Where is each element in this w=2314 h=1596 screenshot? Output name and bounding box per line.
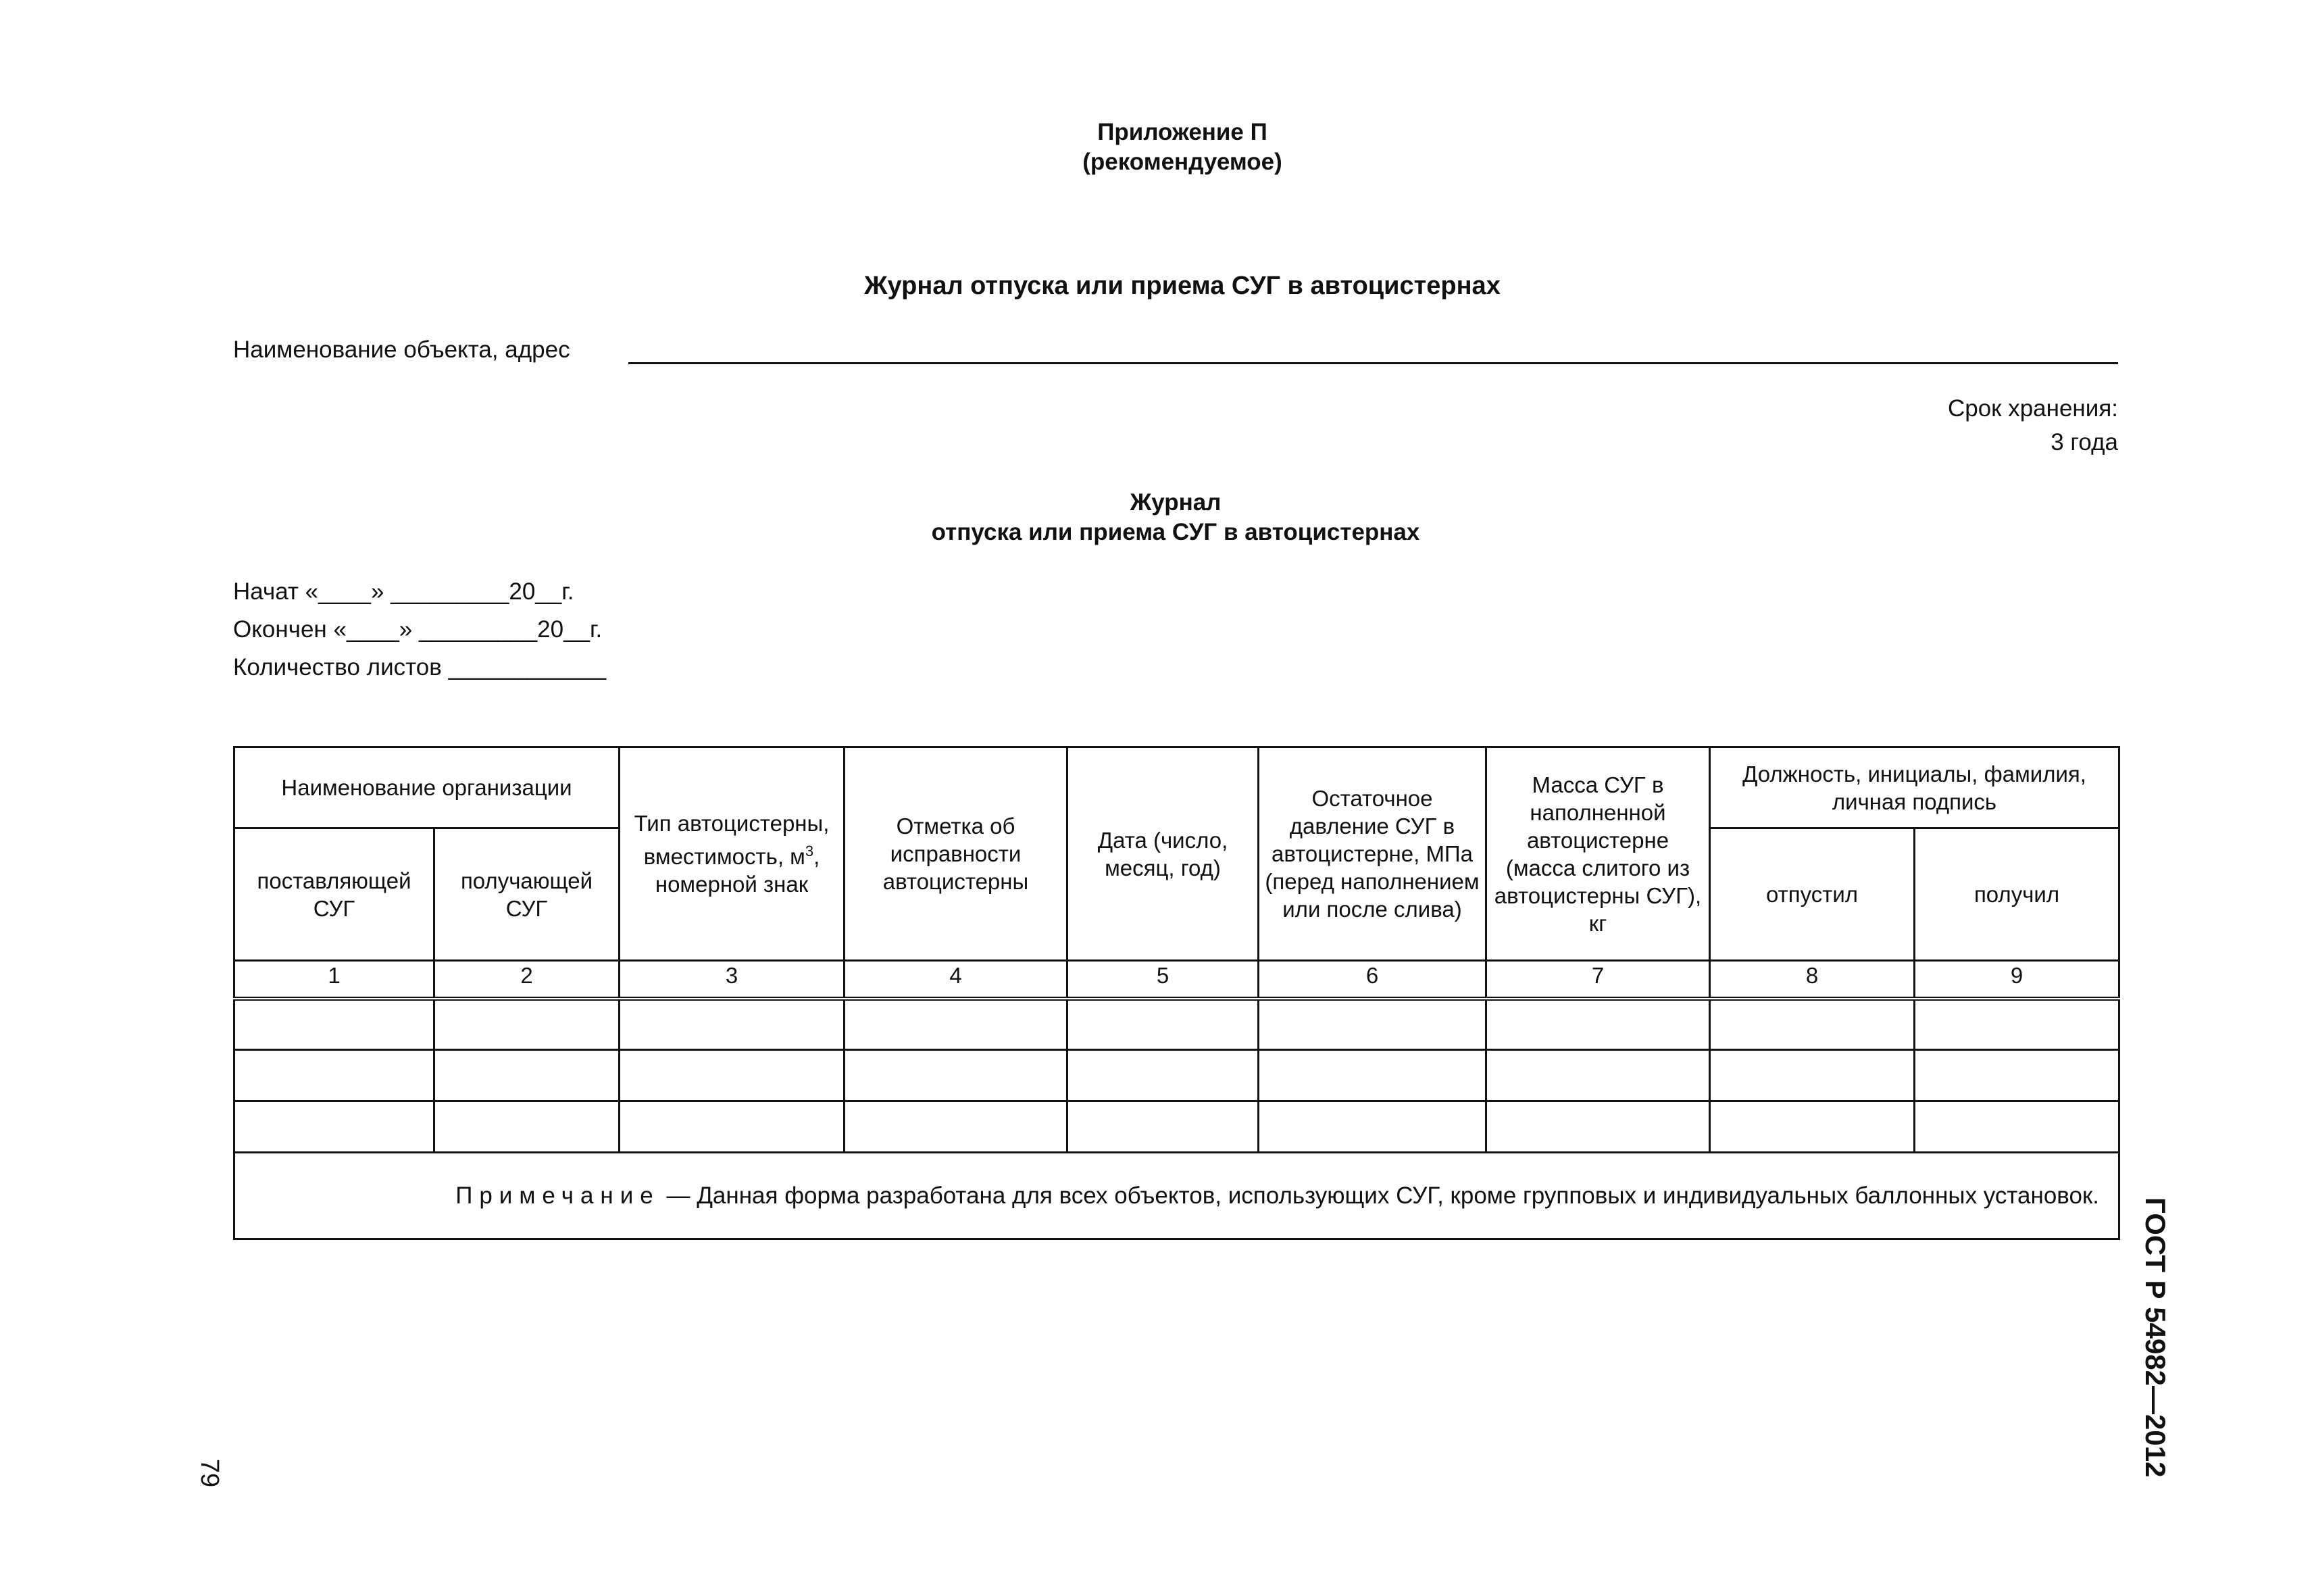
column-numbers-row (234, 961, 2119, 999)
page-number: 79 (195, 1458, 224, 1488)
column-number: 7 (1486, 961, 1710, 999)
storage-label: Срок хранения: (1947, 395, 2118, 422)
table-cell (234, 1101, 434, 1153)
table-cell (1486, 1101, 1710, 1153)
col6-header: Остаточное давление СУГ в автоцистерне, МПа (перед наполнением или после слива) (1259, 747, 1486, 961)
document-title: Журнал отпуска или приема СУГ в автоцистернах (864, 272, 1501, 300)
table-cell (1486, 1050, 1710, 1101)
sign-header: Должность, инициалы, фамилия, личная подпись (1710, 747, 2119, 828)
appendix-heading (845, 118, 1520, 177)
table-cell (1915, 999, 2119, 1050)
org-supplier-header: поставляющей СУГ (234, 828, 434, 961)
address-blank-line (628, 362, 2118, 364)
column-number: 2 (434, 961, 620, 999)
storage-period (1948, 392, 2118, 459)
table-cell (1259, 1101, 1486, 1153)
table-cell (845, 1050, 1067, 1101)
journal-fields (233, 573, 606, 687)
note-label: Примечание (455, 1182, 660, 1209)
org-header: Наименование организации (234, 747, 620, 828)
table-cell (1067, 999, 1259, 1050)
table-cell (620, 1050, 845, 1101)
storage-value: 3 года (2051, 429, 2118, 455)
journal-heading-line2: отпуска или приема СУГ в автоцистернах (931, 519, 1420, 545)
column-number: 4 (845, 961, 1067, 999)
col3-header-superscript: 3 (805, 843, 814, 859)
table-cell (434, 1101, 620, 1153)
appendix-title: Приложение П (1097, 119, 1267, 145)
sign-released-header: отпустил (1710, 828, 1915, 961)
table-cell (1486, 999, 1710, 1050)
table-row (234, 1050, 2119, 1101)
column-number: 5 (1067, 961, 1259, 999)
gost-code: ГОСТ Р 54982—2012 (2140, 1197, 2171, 1478)
table-note (234, 1153, 2119, 1239)
table-cell (620, 1101, 845, 1153)
table-cell (620, 999, 845, 1050)
table-cell (1710, 1050, 1915, 1101)
address-row (233, 331, 2118, 369)
sheets-count-field: Количество листов ____________ (233, 654, 607, 680)
table-cell (1259, 1050, 1486, 1101)
journal-heading (676, 488, 1676, 547)
column-number: 6 (1259, 961, 1486, 999)
journal-heading-line1: Журнал (1130, 489, 1222, 516)
journal-table (233, 746, 2120, 1240)
started-field: Начат «____» _________20__г. (233, 578, 574, 605)
note-text: — Данная форма разработана для всех объектов, использующих СУГ, кроме групповых и индивидуальных баллонных установок. (659, 1182, 2100, 1209)
sign-received-header: получил (1915, 828, 2119, 961)
column-number: 8 (1710, 961, 1915, 999)
table-cell (845, 999, 1067, 1050)
col7-header: Масса СУГ в наполненной автоцистерне (масса слитого из автоцистерны СУГ), кг (1486, 747, 1710, 961)
table-cell (1710, 1101, 1915, 1153)
column-number: 9 (1915, 961, 2119, 999)
col3-header-text: Тип автоцистерны, вместимость, м (634, 811, 830, 869)
table-cell (434, 1050, 620, 1101)
table-cell (845, 1101, 1067, 1153)
table-cell (1067, 1050, 1259, 1101)
table-cell (1067, 1101, 1259, 1153)
appendix-subtitle: (рекомендуемое) (1082, 149, 1282, 175)
col3-header-text-end: , номерной знак (655, 844, 820, 897)
ended-field: Окончен «____» _________20__г. (233, 616, 603, 643)
table-row (234, 1101, 2119, 1153)
table-cell (434, 999, 620, 1050)
table-cell (1259, 999, 1486, 1050)
table-cell (1915, 1101, 2119, 1153)
col5-header: Дата (число, месяц, год) (1067, 747, 1259, 961)
col4-header: Отметка об исправности автоцистерны (845, 747, 1067, 961)
column-number: 1 (234, 961, 434, 999)
address-label: Наименование объекта, адрес (233, 336, 570, 363)
table-cell (234, 999, 434, 1050)
org-receiver-header: получающей СУГ (434, 828, 620, 961)
table-cell (1915, 1050, 2119, 1101)
table-cell (234, 1050, 434, 1101)
table-cell (1710, 999, 1915, 1050)
note-row (234, 1153, 2119, 1239)
table-row (234, 999, 2119, 1050)
column-number: 3 (620, 961, 845, 999)
header-row-1 (234, 747, 2119, 828)
col3-header (620, 747, 845, 961)
